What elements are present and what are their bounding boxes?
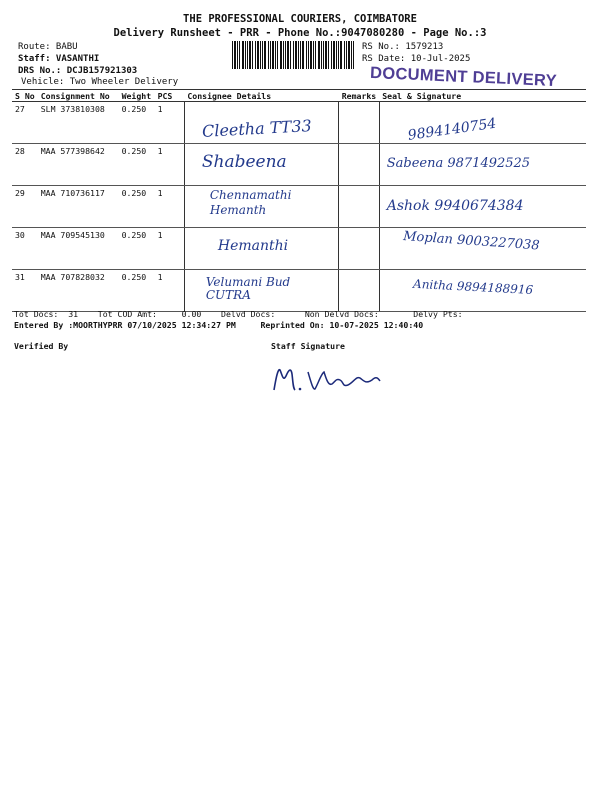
row-signature-cell [379, 144, 586, 186]
document-delivery-stamp: DOCUMENT DELIVERY [369, 63, 558, 91]
runsheet-subtitle: Delivery Runsheet - PRR - Phone No.:9047080280 - Page No.:3 [113, 27, 487, 39]
col-remarks: Remarks [339, 90, 380, 102]
table-row [12, 228, 586, 270]
staff-signature-label: Staff Signature [271, 341, 345, 351]
verified-by-label: Verified By [14, 341, 69, 351]
row-sno: 29 [12, 186, 38, 228]
table-row [12, 270, 586, 312]
row-consignment-no: MAA 710736117 [38, 186, 119, 228]
row-consignment-no: MAA 709545130 [38, 228, 119, 270]
consignee-handwriting: Shabeena [201, 152, 287, 172]
row-sno: 31 [12, 270, 38, 312]
row-consignee-cell [184, 144, 338, 186]
row-consignee-cell [184, 228, 338, 270]
row-signature-cell [379, 186, 586, 228]
col-weight: Weight [119, 90, 155, 102]
row-weight: 0.250 [119, 186, 155, 228]
seal-signature-handwriting: Sabeena 9871492525 [386, 156, 531, 171]
row-pcs: 1 [155, 270, 185, 312]
row-consignment-no: MAA 577398642 [38, 144, 119, 186]
row-consignment-no: MAA 707828032 [38, 270, 119, 312]
col-consignee-details: Consignee Details [184, 90, 338, 102]
row-consignment-no: SLM 373810308 [38, 102, 119, 144]
col-pcs: PCS [155, 90, 185, 102]
vehicle-label: Vehicle: Two Wheeler Delivery [21, 77, 179, 87]
col-consignment-no: Consignment No [38, 90, 119, 102]
drs-number: DRS No.: DCJB157921303 [18, 66, 138, 76]
consignee-handwriting: Cleetha TT33 [201, 116, 312, 141]
route-label: Route: BABU [18, 42, 78, 52]
company-title: THE PROFESSIONAL COURIERS, COIMBATORE [183, 13, 417, 25]
row-weight: 0.250 [119, 228, 155, 270]
seal-signature-handwriting: Ashok 9940674384 [386, 198, 524, 214]
rs-number: RS No.: 1579213 [362, 42, 444, 52]
row-weight: 0.250 [119, 270, 155, 312]
row-pcs: 1 [155, 102, 185, 144]
row-sno: 30 [12, 228, 38, 270]
row-consignee-cell [184, 270, 338, 312]
table-row [12, 186, 586, 228]
row-remarks [339, 270, 380, 312]
table-row [12, 144, 586, 186]
barcode [231, 41, 356, 69]
table-row [12, 102, 586, 144]
row-signature-cell [379, 270, 586, 312]
row-consignee-cell [184, 102, 338, 144]
row-consignee-cell [184, 186, 338, 228]
seal-signature-handwriting: Moplan 9003227038 [402, 229, 540, 254]
staff-signature [268, 360, 388, 400]
col-seal-signature: Seal & Signature [379, 90, 586, 102]
consignee-handwriting: Hemanthi [217, 238, 289, 254]
staff-label: Staff: VASANTHI [18, 54, 100, 64]
seal-signature-handwriting: Anitha 9894188916 [412, 276, 534, 298]
row-weight: 0.250 [119, 144, 155, 186]
rs-date: RS Date: 10-Jul-2025 [362, 54, 471, 64]
row-pcs: 1 [155, 186, 185, 228]
row-pcs: 1 [155, 228, 185, 270]
consignee-handwriting: Velumani Bud CUTRA [205, 275, 291, 302]
consignment-table [12, 89, 586, 312]
row-signature-cell [379, 102, 586, 144]
table-header-row [12, 90, 586, 102]
row-remarks [339, 186, 380, 228]
row-sno: 27 [12, 102, 38, 144]
seal-signature-handwriting: 9894140754 [406, 115, 498, 144]
row-signature-cell [379, 228, 586, 270]
entered-by-line: Entered By :MOORTHYPRR 07/10/2025 12:34:27 PM Reprinted On: 10-07-2025 12:40:40 [14, 320, 424, 330]
row-sno: 28 [12, 144, 38, 186]
row-weight: 0.250 [119, 102, 155, 144]
totals-line: Tot Docs: 31 Tot COD Amt: 0.00 Delvd Docs: Non Delvd Docs: Delvy Pts: [14, 309, 463, 319]
consignee-handwriting: Chennamathi Hemanth [209, 188, 292, 217]
row-pcs: 1 [155, 144, 185, 186]
col-sno: S No [12, 90, 38, 102]
